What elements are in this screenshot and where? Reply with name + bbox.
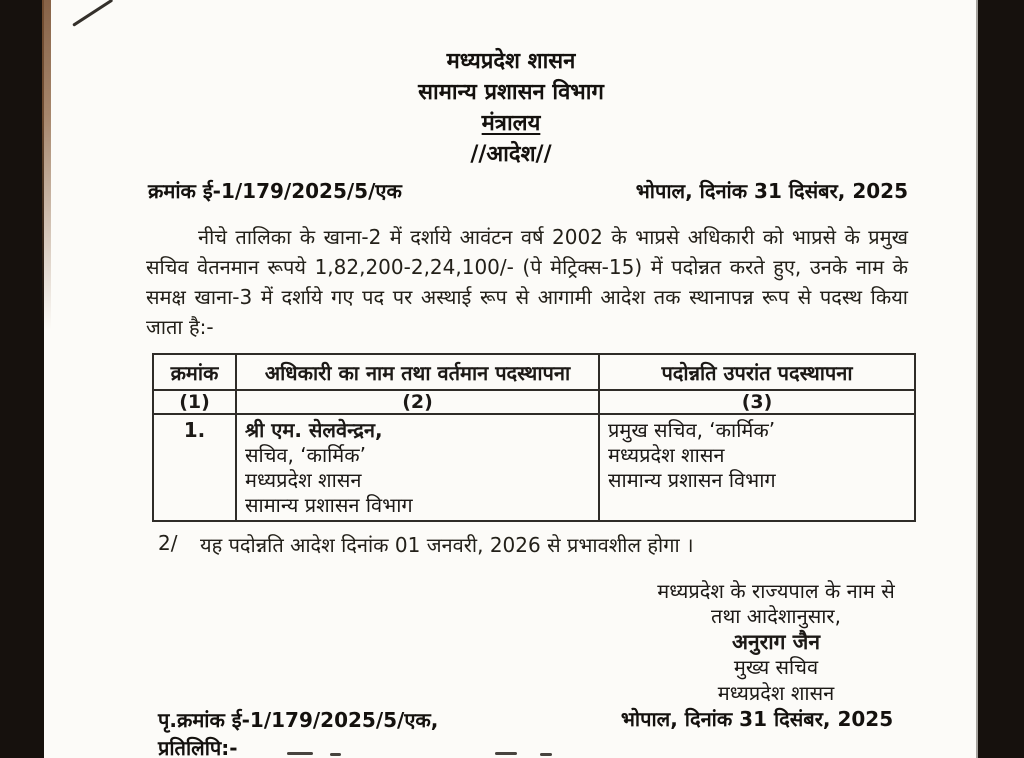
officer-name: श्री एम. सेलवेन्द्रन, — [245, 418, 383, 442]
signatory-designation: मुख्य सचिव — [733, 655, 819, 680]
reference-row — [148, 177, 908, 204]
reference-number: क्रमांक ई-1/179/2025/5/एक — [148, 179, 402, 203]
scan-artifact — [287, 752, 313, 755]
signatory-organisation: मध्यप्रदेश शासन — [717, 680, 835, 705]
cell-promoted-posting — [599, 414, 915, 521]
department-name: सामान्य प्रशासन विभाग — [418, 80, 604, 105]
promotion-table — [152, 353, 916, 522]
table-row — [153, 414, 915, 521]
reference-place-date: भोपाल, दिनांक 31 दिसंबर, 2025 — [635, 179, 908, 203]
office-name: मंत्रालय — [481, 111, 541, 136]
on-behalf-line1: मध्यप्रदेश के राज्यपाल के नाम से — [657, 579, 895, 603]
col-number-2: (2) — [236, 390, 599, 414]
table-subheader-row — [153, 390, 915, 414]
scan-artifact — [540, 753, 552, 756]
cell-serial: 1. — [153, 414, 236, 521]
cell-current-posting — [236, 414, 599, 521]
scan-artifact — [495, 752, 517, 755]
signature-place-date: भोपाल, दिनांक 31 दिसंबर, 2025 — [620, 707, 894, 731]
promoted-designation: प्रमुख सचिव, ‘कार्मिक’ — [608, 418, 776, 442]
signatory-name: अनुराग जैन — [731, 629, 821, 654]
col-header-serial: क्रमांक — [153, 354, 236, 390]
current-designation: सचिव, ‘कार्मिक’ — [245, 443, 366, 467]
col-number-1: (1) — [153, 390, 236, 414]
effective-date-clause — [158, 531, 918, 558]
signature-block — [620, 579, 932, 706]
promoted-government: मध्यप्रदेश शासन — [608, 443, 725, 467]
copy-label: प्रतिलिपि:- — [158, 736, 238, 758]
order-title: //आदेश// — [470, 142, 552, 167]
clause-number: 2/ — [158, 531, 178, 555]
order-paragraph: नीचे तालिका के खाना-2 में दर्शाये आवंटन वर्ष 2002 के भाप्रसे अधिकारी को भाप्रसे के प्रमुख सचिव वेतनमान रूपये 1,82,200-2,24,100/- (पे मेट्रिक्स-15) में पदोन्नत करते हुए, उनके नाम के समक्ष खाना-3 में दर्शाये गए पद पर अस्थाई रूप से आगामी आदेश तक स्थानापन्न रूप से पदस्थ किया जाता है:- — [146, 225, 908, 339]
col-number-3: (3) — [599, 390, 915, 414]
government-name: मध्यप्रदेश शासन — [446, 49, 576, 74]
clause-text: यह पदोन्नति आदेश दिनांक 01 जनवरी, 2026 से प्रभावशील होगा । — [200, 533, 694, 557]
table-header-row — [153, 354, 915, 390]
current-department: सामान्य प्रशासन विभाग — [245, 493, 413, 517]
on-behalf-line2: तथा आदेशानुसार, — [711, 604, 841, 629]
col-header-promoted-posting: पदोन्नति उपरांत पदस्थापना — [599, 354, 915, 390]
letterhead — [45, 46, 977, 170]
col-header-current-posting: अधिकारी का नाम तथा वर्तमान पदस्थापना — [236, 354, 599, 390]
current-government: मध्यप्रदेश शासन — [245, 468, 362, 492]
endorsement-number: पृ.क्रमांक ई-1/179/2025/5/एक, — [158, 708, 439, 732]
scan-artifact — [330, 753, 341, 756]
promoted-department: सामान्य प्रशासन विभाग — [608, 468, 776, 492]
